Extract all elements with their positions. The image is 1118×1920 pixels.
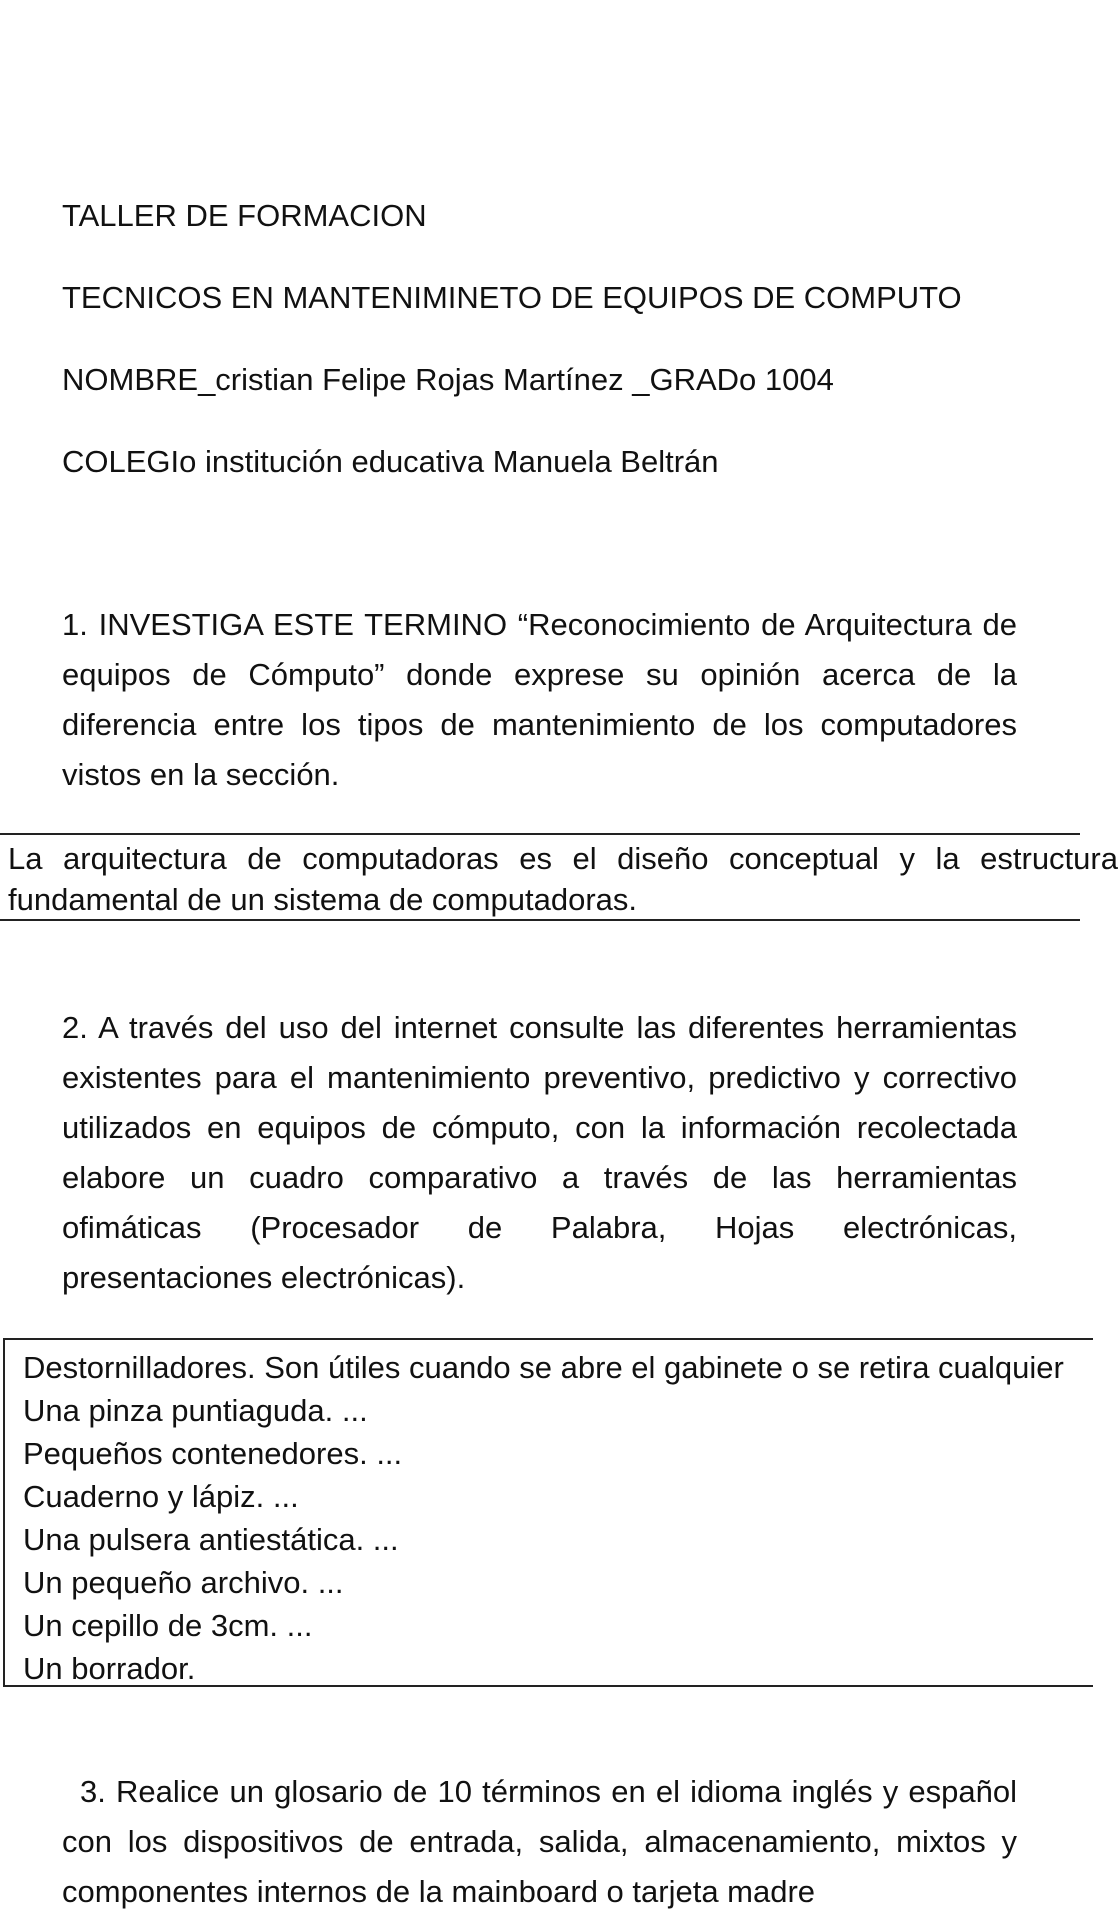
answer-2-box: [3, 1338, 1093, 1687]
student-name-line: NOMBRE_cristian Felipe Rojas Martínez _GRADo 1004: [62, 362, 834, 397]
tool-list-item: Cuaderno y lápiz. ...: [23, 1479, 299, 1514]
answer-1-word: la: [935, 841, 960, 876]
answer-1-line-2: fundamental de un sistema de computadoras.: [8, 882, 637, 917]
tool-list-item: Un pequeño archivo. ...: [23, 1565, 344, 1600]
answer-1-word: y: [899, 841, 915, 876]
answer-1-word: arquitectura: [63, 841, 227, 876]
tool-list-item: Un borrador.: [23, 1651, 196, 1686]
answer-1-word: es: [519, 841, 552, 876]
answer-1-line-1: [8, 841, 1118, 877]
tool-list-item: Una pinza puntiaguda. ...: [23, 1393, 368, 1428]
answer-1-word: el: [572, 841, 597, 876]
tool-list-item: Pequeños contenedores. ...: [23, 1436, 403, 1471]
tool-list-item: Destornilladores. Son útiles cuando se abre el gabinete o se retira cualquier: [23, 1350, 1064, 1385]
question-3: 3. Realice un glosario de 10 términos en el idioma inglés y español con los dispositivos de entrada, salida, almacenamiento, mixtos y componentes internos de la mainboard o tarjeta madre: [62, 1774, 1017, 1909]
answer-1-word: La: [8, 841, 43, 876]
tool-list-item: Un cepillo de 3cm. ...: [23, 1608, 313, 1643]
course-title: TECNICOS EN MANTENIMINETO DE EQUIPOS DE COMPUTO: [62, 280, 962, 315]
answer-1-word: estructura: [980, 841, 1118, 876]
question-2: 2. A través del uso del internet consulte las diferentes herramientas existentes para el mantenimiento preventivo, predictivo y correctivo utilizados en equipos de cómputo, con la información recolectada elabore un cuadro comparativo a través de las herramientas ofimáticas (Procesador de Palabra, Hojas electrónicas, presentaciones electrónicas).: [62, 1010, 1017, 1295]
answer-1-box: [0, 833, 1118, 921]
answer-1-word: conceptual: [729, 841, 879, 876]
answer-1-word: de: [247, 841, 282, 876]
answer-1-word: computadoras: [302, 841, 499, 876]
school-line: COLEGIo institución educativa Manuela Beltrán: [62, 444, 719, 479]
question-1: 1. INVESTIGA ESTE TERMINO “Reconocimiento de Arquitectura de equipos de Cómputo” donde exprese su opinión acerca de la diferencia entre los tipos de mantenimiento de los computadores vistos en la sección.: [62, 607, 1017, 792]
answer-1-word: diseño: [617, 841, 709, 876]
tool-list-item: Una pulsera antiestática. ...: [23, 1522, 399, 1557]
workshop-title: TALLER DE FORMACION: [62, 198, 427, 233]
